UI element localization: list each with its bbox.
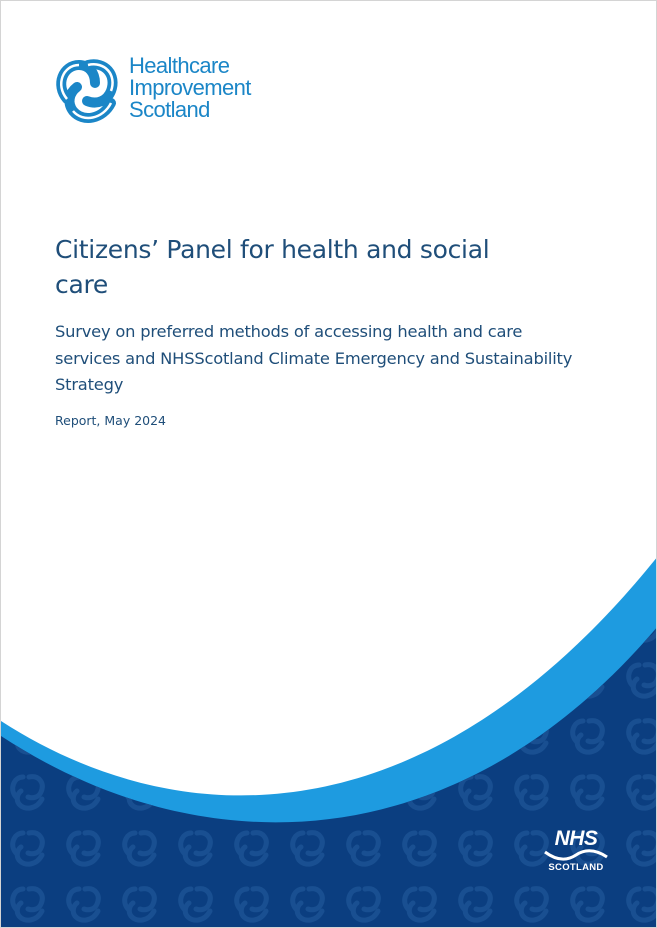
logo-line-1: Healthcare — [129, 53, 230, 78]
nhs-scotland-logo — [539, 827, 613, 881]
logo-line-3: Scotland — [129, 97, 210, 122]
logo-line-2: Improvement — [129, 75, 251, 100]
nhs-swoosh-icon — [543, 849, 609, 861]
nhs-wordmark: NHS — [554, 827, 598, 850]
logo-wordmark — [129, 55, 251, 121]
his-knot-logo-icon — [53, 55, 123, 125]
report-subtitle: Survey on preferred methods of accessing health and care services and NHSScotland Climate Emergency and Sustainability Strategy — [55, 322, 573, 394]
healthcare-improvement-scotland-logo — [53, 55, 283, 127]
nhs-region-label: SCOTLAND — [548, 862, 604, 873]
report-title: Citizens’ Panel for health and social care — [55, 235, 490, 299]
report-date: Report, May 2024 — [55, 413, 167, 428]
